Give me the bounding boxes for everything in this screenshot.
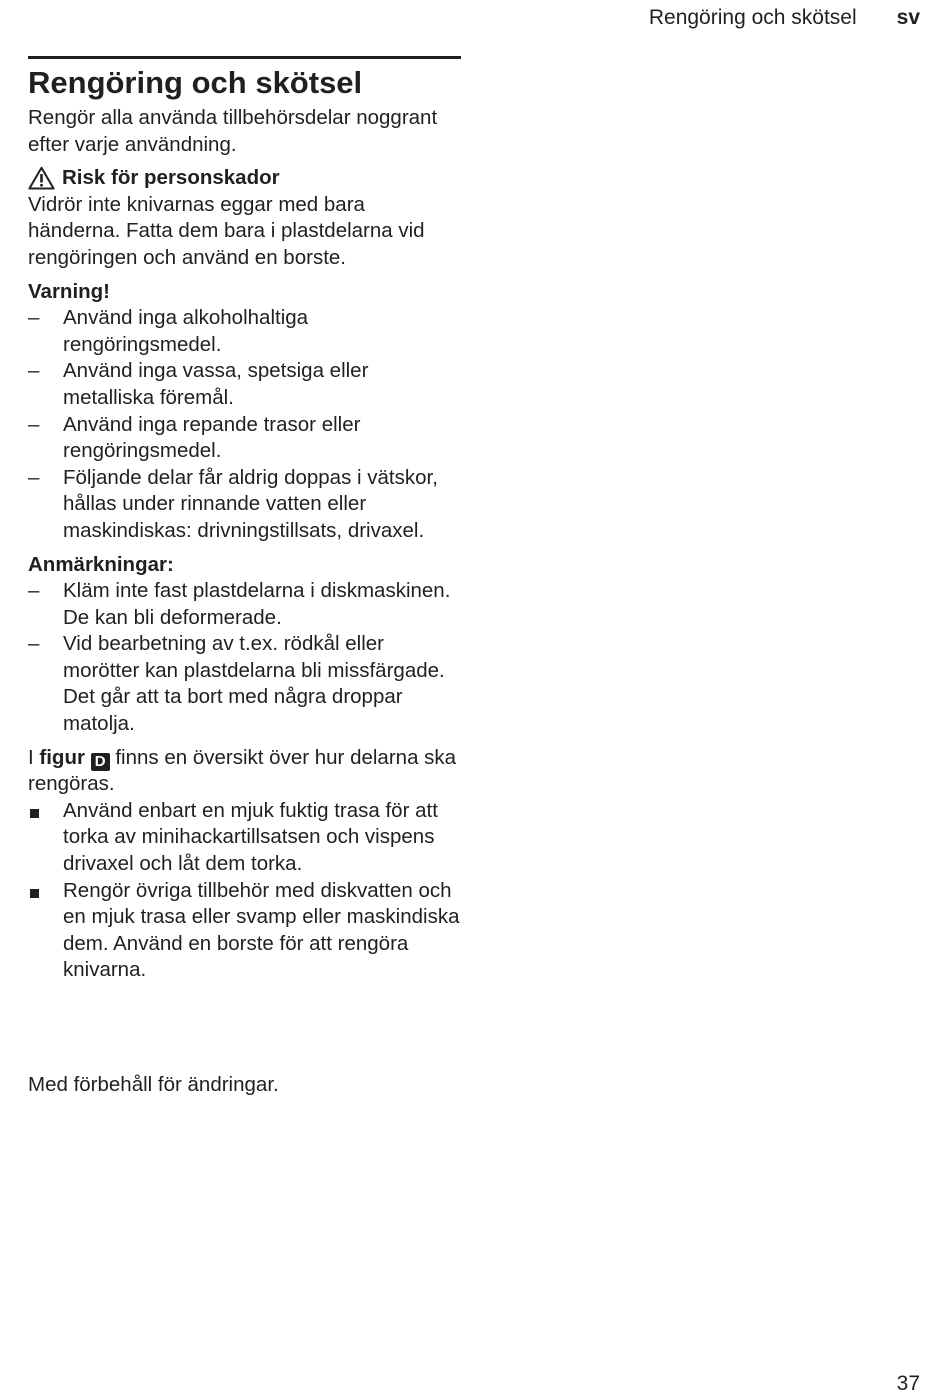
running-header [649, 5, 920, 31]
notes-heading: Anmärkningar: [28, 552, 174, 576]
risk-heading [28, 165, 461, 192]
square-bullet-icon [30, 889, 39, 898]
figure-word: figur [39, 745, 85, 769]
figure-letter-badge: D [91, 753, 110, 771]
list-item: – Använd inga vassa, spetsiga eller metalliska föremål. [28, 359, 369, 409]
page-title: Rengöring och skötsel [28, 65, 363, 100]
list-item: – Vid bearbetning av t.ex. rödkål eller morötter kan plastdelarna bli missfärgade. Det går att ta bort med några droppar matolja. [28, 632, 445, 736]
list-item: – Följande delar får aldrig doppas i vätskor, hållas under rinnande vatten eller maskindiskas: drivningstillsats, drivaxel. [28, 465, 438, 542]
varning-list [28, 305, 461, 544]
varning-heading: Varning! [28, 279, 111, 303]
intro-text: Rengör alla använda tillbehörsdelar noggrant efter varje användning. [28, 106, 438, 156]
list-item: – Använd inga alkoholhaltiga rengöringsmedel. [28, 306, 309, 356]
running-header-section: Rengöring och skötsel [648, 6, 857, 29]
square-bullet-icon [30, 809, 39, 818]
list-item: – Använd inga repande trasor eller rengöringsmedel. [28, 412, 361, 463]
figure-reference: I figur D finns en översikt över hur delarna ska rengöras. [28, 745, 457, 796]
risk-heading-text: Risk för personskador [62, 166, 280, 190]
risk-text: Vidrör inte knivarnas eggar med bara händerna. Fatta dem bara i plastdelarna vid rengöringen och använd en borste. [28, 192, 425, 269]
warning-triangle-icon [28, 166, 55, 190]
main-column [28, 56, 461, 984]
list-item: Rengör övriga tillbehör med diskvatten och en mjuk trasa eller svamp eller maskindiska dem. Använd en borste för att rengöra knivarna. [28, 878, 461, 984]
notes-list [28, 578, 461, 738]
list-item: – Kläm inte fast plastdelarna i diskmaskinen. De kan bli deformerade. [28, 579, 451, 629]
page-number: 37 [896, 1372, 920, 1395]
title-rule [28, 56, 461, 59]
list-item: Använd enbart en mjuk fuktig trasa för att torka av minihackartillsatsen och vispens drivaxel och låt dem torka. [28, 798, 461, 878]
steps-list [28, 798, 461, 984]
footer-note: Med förbehåll för ändringar. [28, 1073, 279, 1096]
language-code: sv [896, 6, 920, 29]
